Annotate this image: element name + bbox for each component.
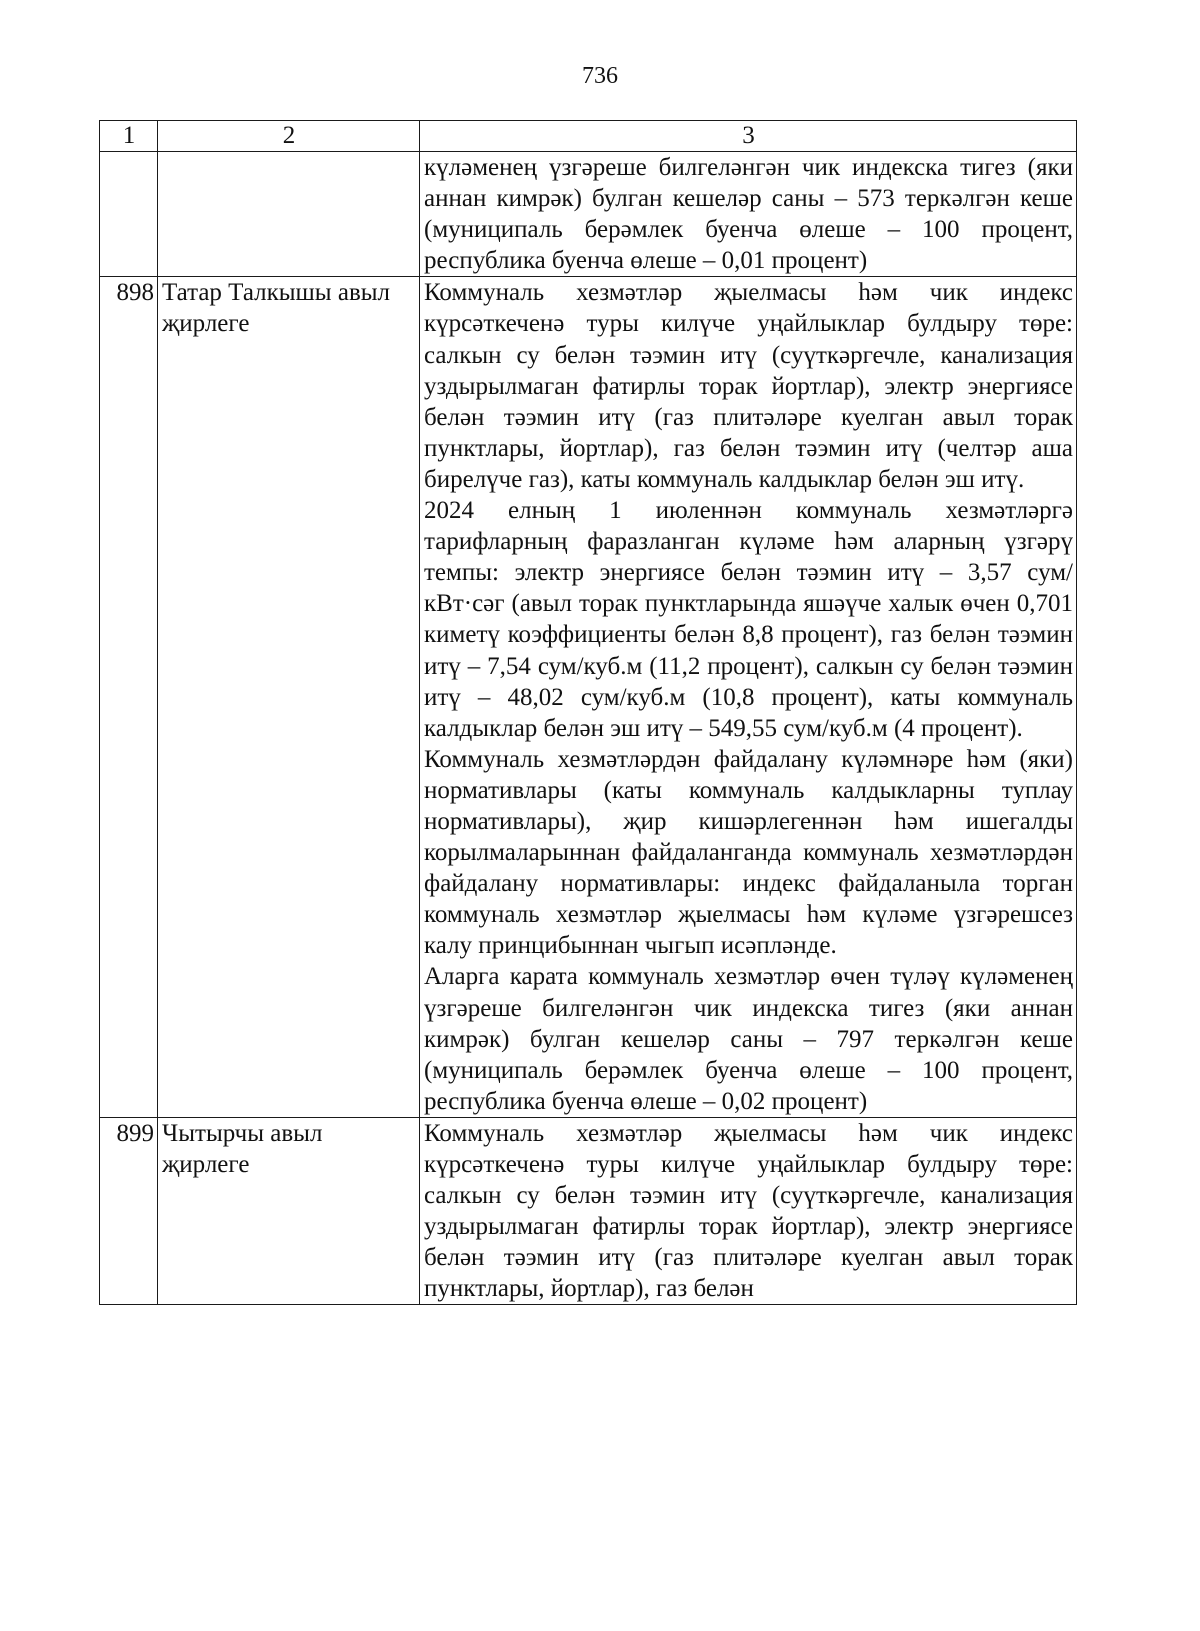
description-paragraph: 2024 елның 1 июленнән коммуналь хезмәтләргә тарифларның фаразланган күләме һәм аларның үзгәрү темпы: электр энергиясе белән тәэмин итү – 3,57 сум/кВт·сәг (авыл торак пунктларында яшәүче халык өчен 0,701 киметү коэффициенты белән 8,8 процент), газ белән тәэмин итү – 7,54 сум/куб.м (11,2 процент), салкын су белән тәэмин итү – 48,02 сум/куб.м (10,8 процент), каты коммуналь калдыклар белән эш итү – 549,55 сум/куб.м (4 процент).	[424, 497, 1073, 742]
settlement-name	[158, 152, 420, 277]
description-paragraph: Коммуналь хезмәтләр җыелмасы һәм чик индекс күрсәткеченә туры килүче уңайлыклар булдыру төре: салкын су белән тәэмин итү (суүткәргечле, канализация уздырылмаган фатирлы торак йортлар), электр энергиясе белән тәэмин итү (газ плитәләре куелган авыл торак пунктлары, йортлар), газ белән тәэмин итү (челтәр аша бирелүче газ), каты коммуналь калдыклар белән эш итү.	[424, 279, 1073, 493]
description-paragraph: күләменең үзгәреше билгеләнгән чик индекска тигез (яки аннан кимрәк) булган кешеләр саны – 573 теркәлгән кеше (муниципаль берәмлек буенча өлеше – 100 процент, республика буенча өлеше – 0,01 процент)	[424, 154, 1073, 275]
column-header-1: 1	[100, 121, 158, 152]
row-number: 899	[100, 1117, 158, 1304]
column-header-3: 3	[420, 121, 1077, 152]
page-number: 736	[582, 63, 618, 89]
row-number	[100, 152, 158, 277]
row-description	[420, 277, 1077, 1118]
settlement-name: Татар Талкышы авыл җирлеге	[158, 277, 420, 1118]
row-description	[420, 152, 1077, 277]
table-row	[100, 152, 1077, 277]
table-row	[100, 1117, 1077, 1304]
data-table	[99, 120, 1077, 1305]
row-description	[420, 1117, 1077, 1304]
table-header-row	[100, 121, 1077, 152]
description-paragraph: Аларга карата коммуналь хезмәтләр өчен түләү күләменең үзгәреше билгеләнгән чик индекска тигез (яки аннан кимрәк) булган кешеләр саны – 797 теркәлгән кеше (муниципаль берәмлек буенча өлеше – 100 процент, республика буенча өлеше – 0,02 процент)	[424, 963, 1073, 1115]
description-paragraph: Коммуналь хезмәтләрдән файдалану күләмнәре һәм (яки) нормативлары (каты коммуналь калдыкларны туплау нормативлары), җир кишәрлегеннән һәм ишегалды корылмаларыннан файдаланганда коммуналь хезмәтләрдән файдалану нормативлары: индекс файдаланыла торган коммуналь хезмәтләр җыелмасы һәм күләме үзгәрешсез калу принцибыннан чыгып исәпләнде.	[424, 745, 1073, 960]
description-paragraph: Коммуналь хезмәтләр җыелмасы һәм чик индекс күрсәткеченә туры килүче уңайлыклар булдыру төре: салкын су белән тәэмин итү (суүткәргечле, канализация уздырылмаган фатирлы торак йортлар), электр энергиясе белән тәэмин итү (газ плитәләре куелган авыл торак пунктлары, йортлар), газ белән	[424, 1119, 1073, 1303]
table-row	[100, 277, 1077, 1118]
settlement-name: Чытырчы авыл җирлеге	[158, 1117, 420, 1304]
row-number: 898	[100, 277, 158, 1118]
column-header-2: 2	[158, 121, 420, 152]
